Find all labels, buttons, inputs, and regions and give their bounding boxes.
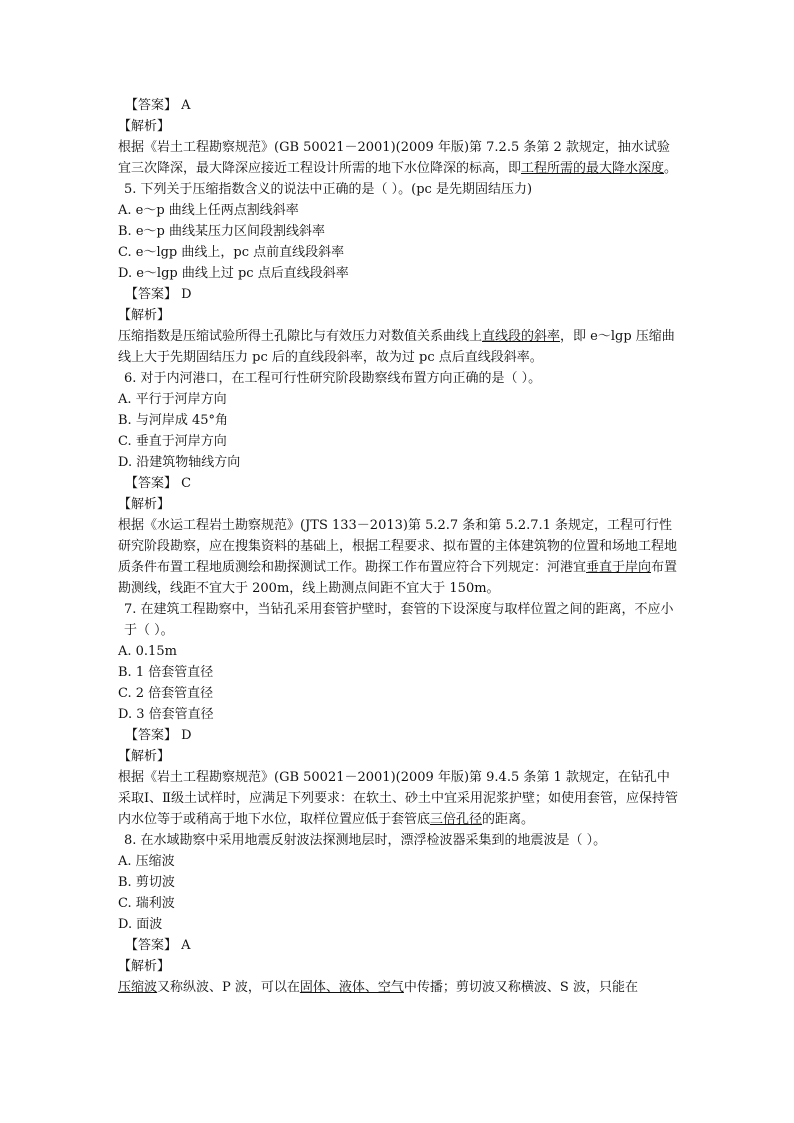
- q8-explain-underlined-1: 压缩波: [118, 980, 158, 995]
- q5-explanation: [118, 326, 678, 368]
- q4-analysis-label: 【解析】: [118, 119, 171, 134]
- q5-option-d: D. e～lgp 曲线上过 pc 点后直线段斜率: [118, 266, 349, 281]
- q7-explanation: [118, 767, 678, 830]
- q5-question: 5. 下列关于压缩指数含义的说法中正确的是（ ）。(pc 是先期固结压力): [124, 182, 533, 197]
- q7-answer: 【答案】 D: [125, 728, 192, 743]
- q8-explain-underlined-2: 固体、液体、空气: [299, 980, 404, 995]
- q7-explain-underlined: 三倍孔径: [430, 812, 483, 827]
- q5-explain-text: 压缩指数是压缩试验所得土孔隙比与有效压力对数值关系曲线上: [118, 329, 483, 344]
- q8-answer: 【答案】 A: [125, 938, 191, 953]
- q6-option-b: B. 与河岸成 45°角: [118, 413, 228, 428]
- q6-option-c: C. 垂直于河岸方向: [118, 434, 227, 449]
- q8-explain-text-2: 中传播；剪切波又称横波、S 波，只能在: [403, 980, 638, 995]
- q5-analysis-label: 【解析】: [118, 308, 171, 323]
- q7-option-c: C. 2 倍套管直径: [118, 686, 214, 701]
- q7-option-b: B. 1 倍套管直径: [118, 665, 214, 680]
- q6-option-a: A. 平行于河岸方向: [118, 392, 227, 407]
- q8-explain-text-1: 又称纵波、P 波，可以在: [157, 980, 300, 995]
- q5-explain-end: ，即 e～lgp 压缩曲线上大于先期固结压力 pc 后的直线段斜率，故为过 pc 点后直线段斜率。: [118, 329, 675, 365]
- q8-explanation: [118, 977, 678, 998]
- q5-option-c: C. e～lgp 曲线上，pc 点前直线段斜率: [118, 245, 345, 260]
- q4-explanation: [118, 137, 678, 179]
- document-page: [118, 95, 678, 998]
- q6-analysis-label: 【解析】: [118, 497, 171, 512]
- q5-explain-underlined: 直线段的斜率: [482, 329, 561, 344]
- q8-analysis-label: 【解析】: [118, 959, 171, 974]
- q6-question: 6. 对于内河港口，在工程可行性研究阶段勘察线布置方向正确的是（ ）。: [124, 371, 542, 386]
- q4-explain-end: 。: [664, 161, 678, 176]
- q7-explain-text: 根据《岩土工程勘察规范》(GB 50021－2001)(2009 年版)第 9.4.5 条第 1 款规定，在钻孔中采取Ⅰ、Ⅱ级土试样时，应满足下列要求：在软土、砂土中宜采用泥浆护壁；如使用套管，应保持管内水位等于或稍高于地下水位，取样位置应低于套管底: [118, 770, 678, 827]
- q6-answer: 【答案】 C: [125, 476, 192, 491]
- q8-option-c: C. 瑞利波: [118, 896, 175, 911]
- q6-explain-end: 布置勘测线，线距不宜大于 200m，线上勘测点间距不宜大于 150m。: [118, 560, 678, 596]
- q5-option-a: A. e～p 曲线上任两点割线斜率: [118, 203, 299, 218]
- q8-option-b: B. 剪切波: [118, 875, 175, 890]
- q5-answer: 【答案】 D: [125, 287, 192, 302]
- q6-explanation: [118, 515, 678, 599]
- q8-question: 8. 在水域勘察中采用地震反射波法探测地层时，漂浮检波器采集到的地震波是（ ）。: [124, 833, 607, 848]
- q4-explain-text: 根据《岩土工程勘察规范》(GB 50021－2001)(2009 年版)第 7.2.5 条第 2 款规定，抽水试验宜三次降深，最大降深应接近工程设计所需的地下水位降深的标高，即: [118, 140, 670, 176]
- q8-option-d: D. 面波: [118, 917, 163, 932]
- q7-explain-end: 的距离。: [482, 812, 535, 827]
- q8-option-a: A. 压缩波: [118, 854, 175, 869]
- q4-answer: 【答案】 A: [125, 98, 191, 113]
- q7-question: 7. 在建筑工程勘察中，当钻孔采用套管护壁时，套管的下设深度与取样位置之间的距离，不应小于（ ）。: [124, 602, 674, 638]
- q5-option-b: B. e～p 曲线某压力区间段割线斜率: [118, 224, 325, 239]
- q6-option-d: D. 沿建筑物轴线方向: [118, 455, 241, 470]
- q6-explain-text: 根据《水运工程岩土勘察规范》(JTS 133－2013)第 5.2.7 条和第 5.2.7.1 条规定，工程可行性研究阶段勘察，应在搜集资料的基础上，根据工程要求、拟布置的主体建筑物的位置和场地工程地质条件布置工程地质测绘和勘探测试工作。勘探工作布置应符合下列规定：河港宜: [118, 518, 678, 575]
- q7-option-a: A. 0.15m: [118, 644, 177, 659]
- q7-option-d: D. 3 倍套管直径: [118, 707, 214, 722]
- q4-explain-underlined: 工程所需的最大降水深度: [521, 161, 665, 176]
- q7-analysis-label: 【解析】: [118, 749, 171, 764]
- q6-explain-underlined: 垂直于岸向: [586, 560, 652, 575]
